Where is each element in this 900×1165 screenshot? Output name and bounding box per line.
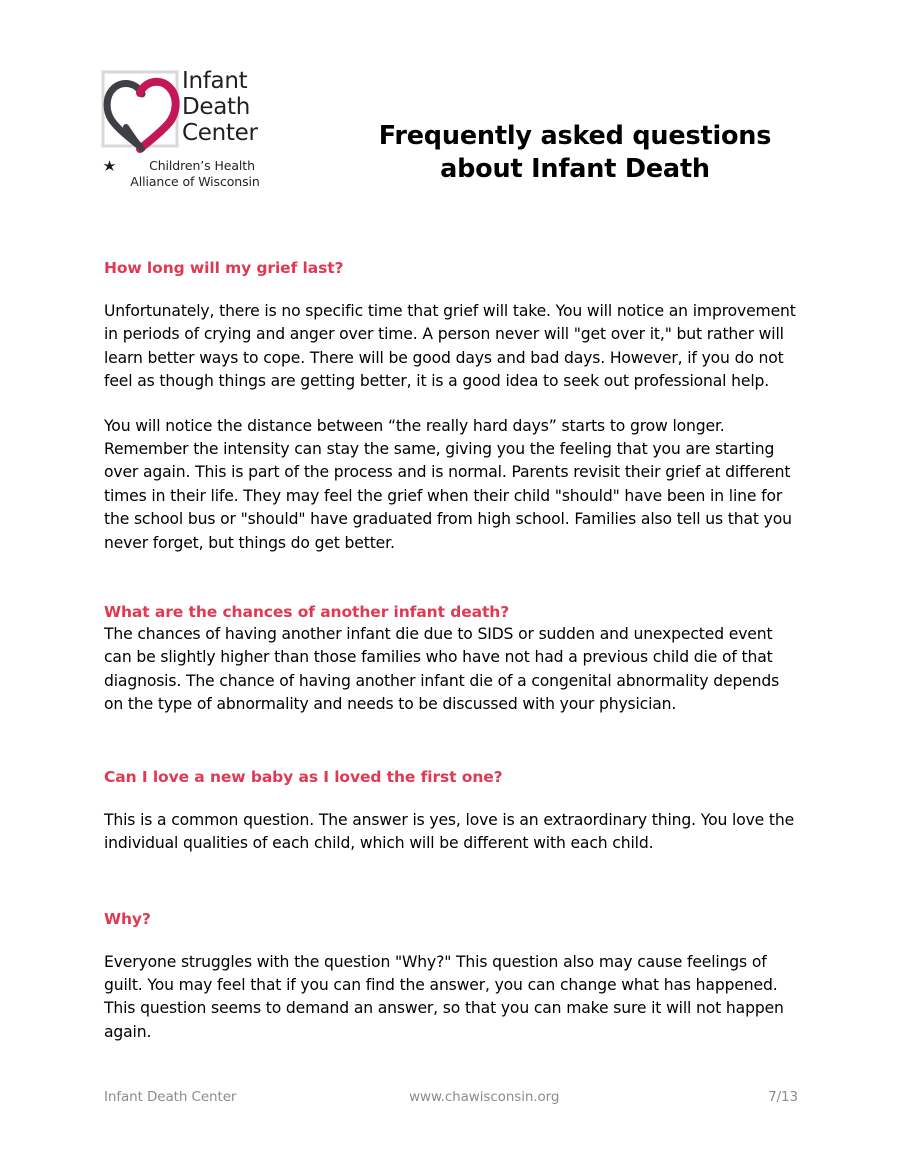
star-icon [102, 159, 117, 174]
faq-heading: How long will my grief last? [104, 259, 344, 277]
page-title-line-1: Frequently asked questions [378, 121, 772, 151]
organization-logo [96, 66, 291, 201]
spacer [104, 278, 798, 300]
logo-tagline-text-1: Children’s Health [149, 158, 255, 173]
spacer [104, 717, 798, 767]
footer-website: www.chawisconsin.org [409, 1089, 560, 1105]
faq-paragraph: The chances of having another infant die due to SIDS or sudden and unexpected event can be slightly higher than those families who have not had a previous child die of that diagnosis. The chance of having another infant die of a congenital abnormality depends on the type of abnormality and needs to be discussed with your physician. [104, 625, 780, 714]
spacer [104, 394, 798, 415]
spacer [104, 929, 798, 951]
footer-page-number: 7/13 [768, 1089, 798, 1105]
faq-paragraph: Everyone struggles with the question "Why?" This question also may cause feelings of guilt. You may feel that if you can find the answer, you can change what has happened. This question seems to demand an answer, so that you can make sure it will not happen again. [104, 952, 784, 1041]
faq-heading: Can I love a new baby as I loved the first one? [104, 767, 503, 786]
faq-section-love-new-baby [104, 767, 798, 856]
faq-section-another-infant-death [104, 602, 798, 717]
logo-wordmark [182, 68, 292, 146]
faq-paragraph: Unfortunately, there is no specific time that grief will take. You will notice an improvement in periods of crying and anger over time. A person never will "get over it," but rather will learn better ways to cope. There will be good days and bad days. However, if you do not feel as though things are getting better, it is a good idea to seek out professional help. [104, 302, 796, 391]
page-title [330, 120, 820, 186]
heart-icon [96, 66, 188, 158]
footer-organization: Infant Death Center [104, 1089, 237, 1105]
faq-section-why [104, 909, 798, 1045]
faq-content [104, 258, 798, 1044]
document-header [0, 58, 900, 208]
page-title-line-2: about Infant Death [440, 154, 710, 184]
faq-section-grief-duration [104, 258, 798, 555]
spacer [104, 856, 798, 909]
logo-tagline [100, 158, 290, 189]
logo-tagline-line-2: Alliance of Wisconsin [130, 173, 260, 189]
page-footer [104, 1089, 798, 1105]
logo-tagline-line-1 [100, 158, 290, 174]
faq-paragraph: This is a common question. The answer is yes, love is an extraordinary thing. You love the individual qualities of each child, which will be different with each child. [104, 810, 795, 853]
logo-word-infant: Infant [182, 68, 248, 94]
spacer [104, 555, 798, 602]
faq-heading: What are the chances of another infant death? [104, 603, 510, 622]
logo-word-death: Death [182, 94, 251, 120]
logo-word-center: Center [182, 120, 258, 146]
faq-paragraph: You will notice the distance between “the really hard days” starts to grow longer. Remember the intensity can stay the same, giving you the feeling that you are starting over again. This is part of the process and is normal. Parents revisit their grief at different times in their life. They may feel the grief when their child "should" have been in line for the school bus or "should" have graduated from high school. Families also tell us that you never forget, but things do get better. [104, 416, 792, 552]
faq-heading: Why? [104, 909, 151, 928]
spacer [104, 787, 798, 809]
